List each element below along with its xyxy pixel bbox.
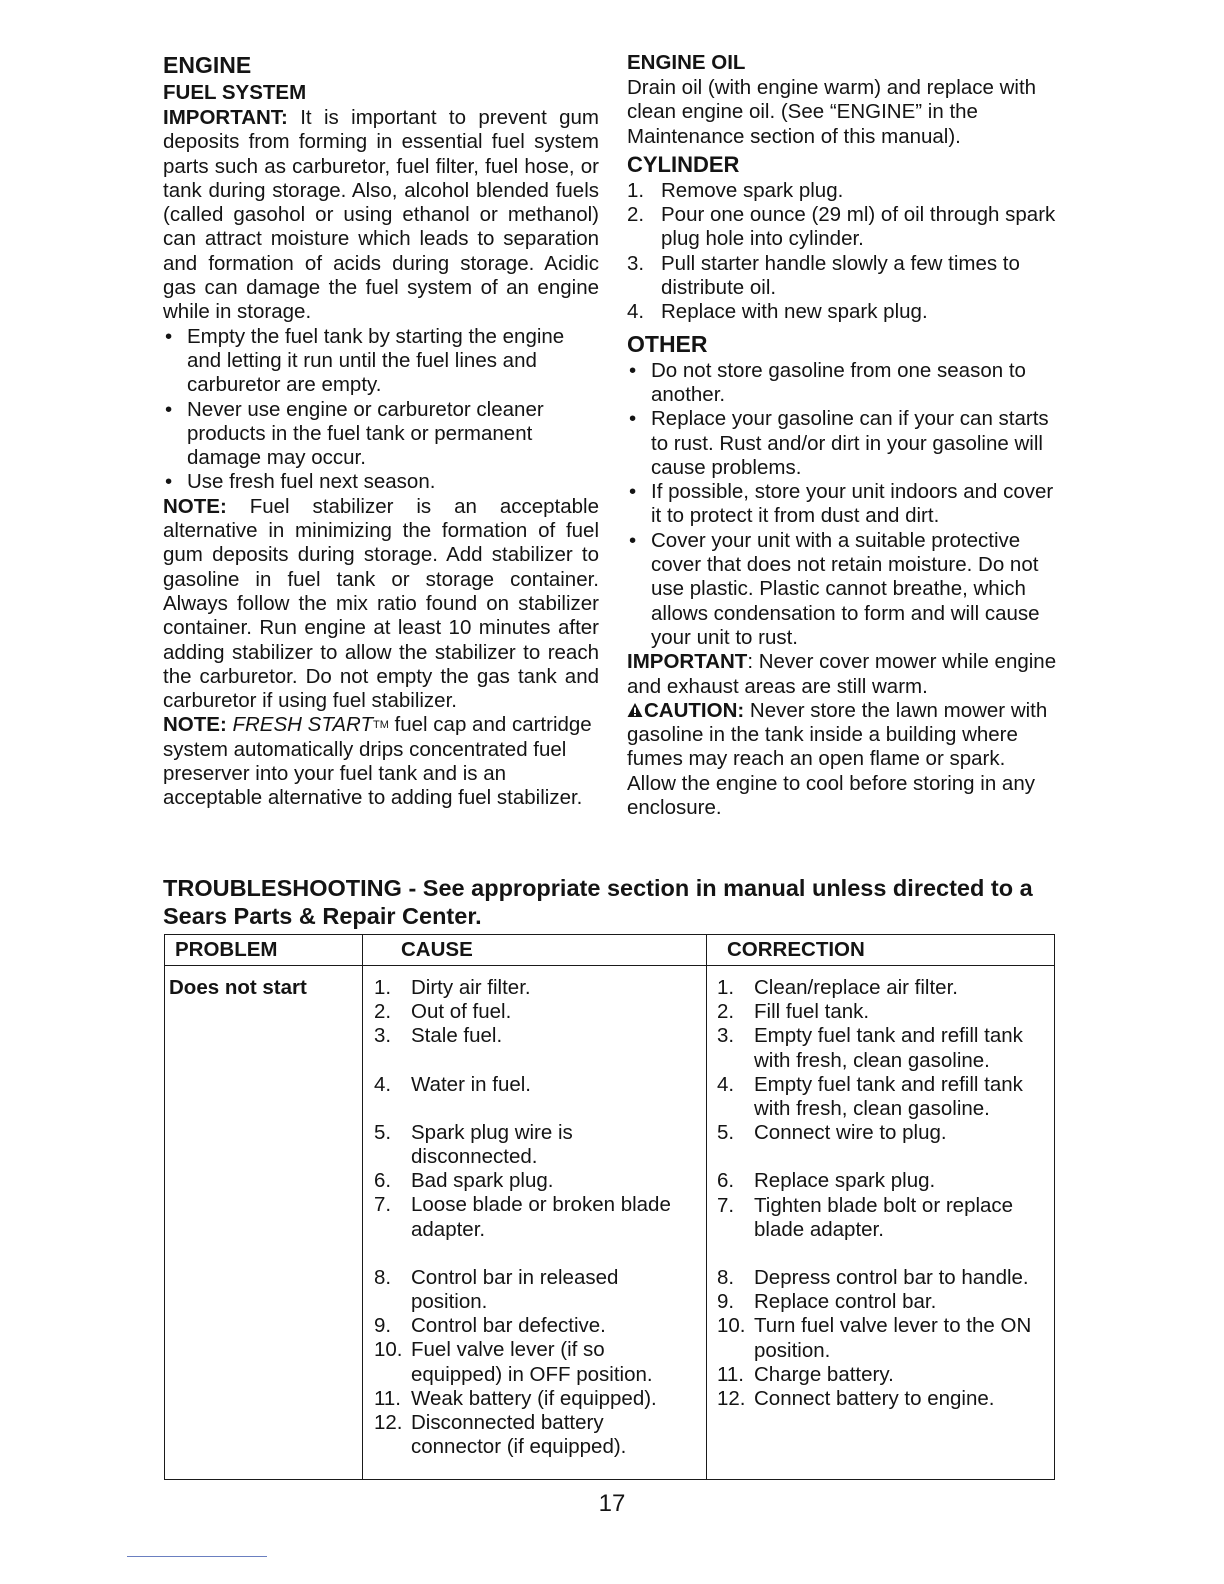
- correction-item: 3. Empty fuel tank and refill tank with fresh, clean gasoline.: [717, 1024, 1023, 1072]
- list-item: • Never use engine or carburetor cleaner products in the fuel tank or permanent damage may occur.: [165, 397, 544, 470]
- warning-triangle-icon: [627, 702, 643, 718]
- correction-item: 5. Connect wire to plug.: [717, 1121, 947, 1145]
- cause-item: 11. Weak battery (if equipped).: [374, 1386, 657, 1410]
- cause-item: 6. Bad spark plug.: [374, 1169, 554, 1193]
- engine-oil-text: Drain oil (with engine warm) and replace with clean engine oil. (See “ENGINE” in the Maintenance section of this manual).: [627, 76, 1037, 148]
- note-fresh-start: NOTE: FRESH STARTTM fuel cap and cartridge system automatically drips concentrated fuel preserver into your fuel tank and is an acceptable alternative to adding fuel stabilizer.: [163, 713, 592, 810]
- column-divider: [706, 935, 707, 1479]
- list-item: 1. Remove spark plug.: [627, 178, 844, 202]
- correction-item: 12. Connect battery to engine.: [717, 1387, 995, 1411]
- cause-item: 5. Spark plug wire is disconnected.: [374, 1120, 573, 1169]
- correction-item: 2. Fill fuel tank.: [717, 1000, 870, 1024]
- cause-header: CAUSE: [401, 938, 473, 961]
- caution-paragraph: CAUTION: Never store the lawn mower with gasoline in the tank inside a building where fumes may reach an open flame or spark. Allow the engine to cool before storing in any enclosure.: [627, 698, 1048, 820]
- problem-cell: Does not start: [169, 976, 307, 999]
- important-label: IMPORTANT:: [163, 106, 288, 129]
- cause-item: 9. Control bar defective.: [374, 1314, 606, 1338]
- list-item: • Cover your unit with a suitable protective cover that does not retain moisture. Do not use plastic. Plastic cannot breathe, which allows condensation to form and will cause your unit to rust.: [629, 528, 1040, 649]
- fuel-bullet-list: [163, 325, 599, 495]
- causes-list: [374, 976, 694, 1459]
- correction-item: 11. Charge battery.: [717, 1362, 894, 1386]
- corrections-list: [717, 976, 1057, 1411]
- trademark: TM: [372, 719, 389, 732]
- page-number: 17: [598, 1490, 626, 1517]
- engine-heading: ENGINE: [163, 52, 252, 78]
- correction-item: 1. Clean/replace air filter.: [717, 976, 958, 999]
- cause-item: 10. Fuel valve lever (if so equipped) in OFF position.: [374, 1338, 653, 1386]
- troubleshooting-table: [164, 934, 1055, 1480]
- cylinder-steps: [627, 179, 1057, 325]
- list-item: • If possible, store your unit indoors and cover it to protect it from dust and dirt.: [629, 480, 1054, 528]
- left-column: [163, 50, 599, 811]
- list-item: • Use fresh fuel next season.: [165, 470, 436, 494]
- important-text: It is important to prevent gum deposits from forming in essential fuel system parts such as carburetor, fuel filter, fuel hose, or tank during storage. Also, alcohol blended fuels (called gasohol or using ethanol or methanol) can attract moisture which leads to separation and formation of acids during storage. Acidic gas can damage the fuel system of an engine while in storage.: [163, 106, 599, 324]
- cause-item: 7. Loose blade or broken blade adapter.: [374, 1193, 671, 1241]
- list-item: • Do not store gasoline from one season to another.: [629, 358, 1026, 406]
- note-label: NOTE:: [163, 494, 227, 518]
- bottom-rule: [127, 1556, 267, 1557]
- note-stabilizer: NOTE: Fuel stabilizer is an acceptable alternative in minimizing the formation of fuel gum deposits during storage. Add stabilizer to gasoline in fuel tank or storage container. Always follow the mix ratio found on stabilizer container. Run engine at least 10 minutes after adding stabilizer to allow the stabilizer to reach the carburetor. Do not empty the gas tank and carburetor if using fuel stabilizer.: [163, 494, 599, 713]
- engine-oil-heading: ENGINE OIL: [627, 51, 746, 74]
- list-item: 2. Pour one ounce (29 ml) of oil through spark plug hole into cylinder.: [627, 203, 1056, 251]
- correction-item: 9. Replace control bar.: [717, 1290, 937, 1314]
- header-divider: [165, 965, 1054, 966]
- important-paragraph: [163, 106, 599, 325]
- cause-item: 12. Disconnected battery connector (if equipped).: [374, 1411, 627, 1459]
- list-item: 3. Pull starter handle slowly a few times to distribute oil.: [627, 251, 1020, 300]
- column-divider: [362, 935, 363, 1479]
- cause-item: 2. Out of fuel.: [374, 1000, 512, 1024]
- fresh-start-brand: FRESH START: [232, 713, 373, 737]
- cause-item: 1. Dirty air filter.: [374, 976, 531, 999]
- other-heading: OTHER: [627, 330, 708, 357]
- important-warm-note: IMPORTANT: Never cover mower while engine and exhaust areas are still warm.: [627, 650, 1057, 698]
- caution-label: CAUTION:: [644, 698, 745, 722]
- correction-item: 8. Depress control bar to handle.: [717, 1266, 1029, 1290]
- list-item: 4. Replace with new spark plug.: [627, 300, 928, 324]
- note-label: NOTE:: [163, 713, 227, 737]
- correction-item: 6. Replace spark plug.: [717, 1169, 936, 1193]
- troubleshooting-heading: TROUBLESHOOTING - See appropriate section in manual unless directed to a Sears Parts & Repair Center.: [163, 875, 1033, 929]
- correction-header: CORRECTION: [727, 938, 865, 961]
- list-item: • Empty the fuel tank by starting the engine and letting it run until the fuel lines and carburetor are empty.: [165, 324, 565, 397]
- important-label: IMPORTANT: [627, 650, 748, 674]
- list-item: • Replace your gasoline can if your can starts to rust. Rust and/or dirt in your gasoline will cause problems.: [629, 407, 1049, 479]
- correction-item: 4. Empty fuel tank and refill tank with fresh, clean gasoline.: [717, 1072, 1023, 1121]
- cause-item: 8. Control bar in released position.: [374, 1265, 619, 1314]
- correction-item: 7. Tighten blade bolt or replace blade adapter.: [717, 1193, 1014, 1241]
- other-bullet-list: [627, 359, 1057, 651]
- cylinder-heading: CYLINDER: [627, 151, 740, 177]
- cause-item: 4. Water in fuel.: [374, 1072, 532, 1096]
- correction-item: 10. Turn fuel valve lever to the ON position.: [717, 1314, 1032, 1362]
- fuel-system-heading: FUEL SYSTEM: [163, 81, 307, 104]
- problem-header: PROBLEM: [175, 938, 278, 961]
- right-column: [627, 50, 1057, 820]
- cause-item: 3. Stale fuel.: [374, 1024, 503, 1048]
